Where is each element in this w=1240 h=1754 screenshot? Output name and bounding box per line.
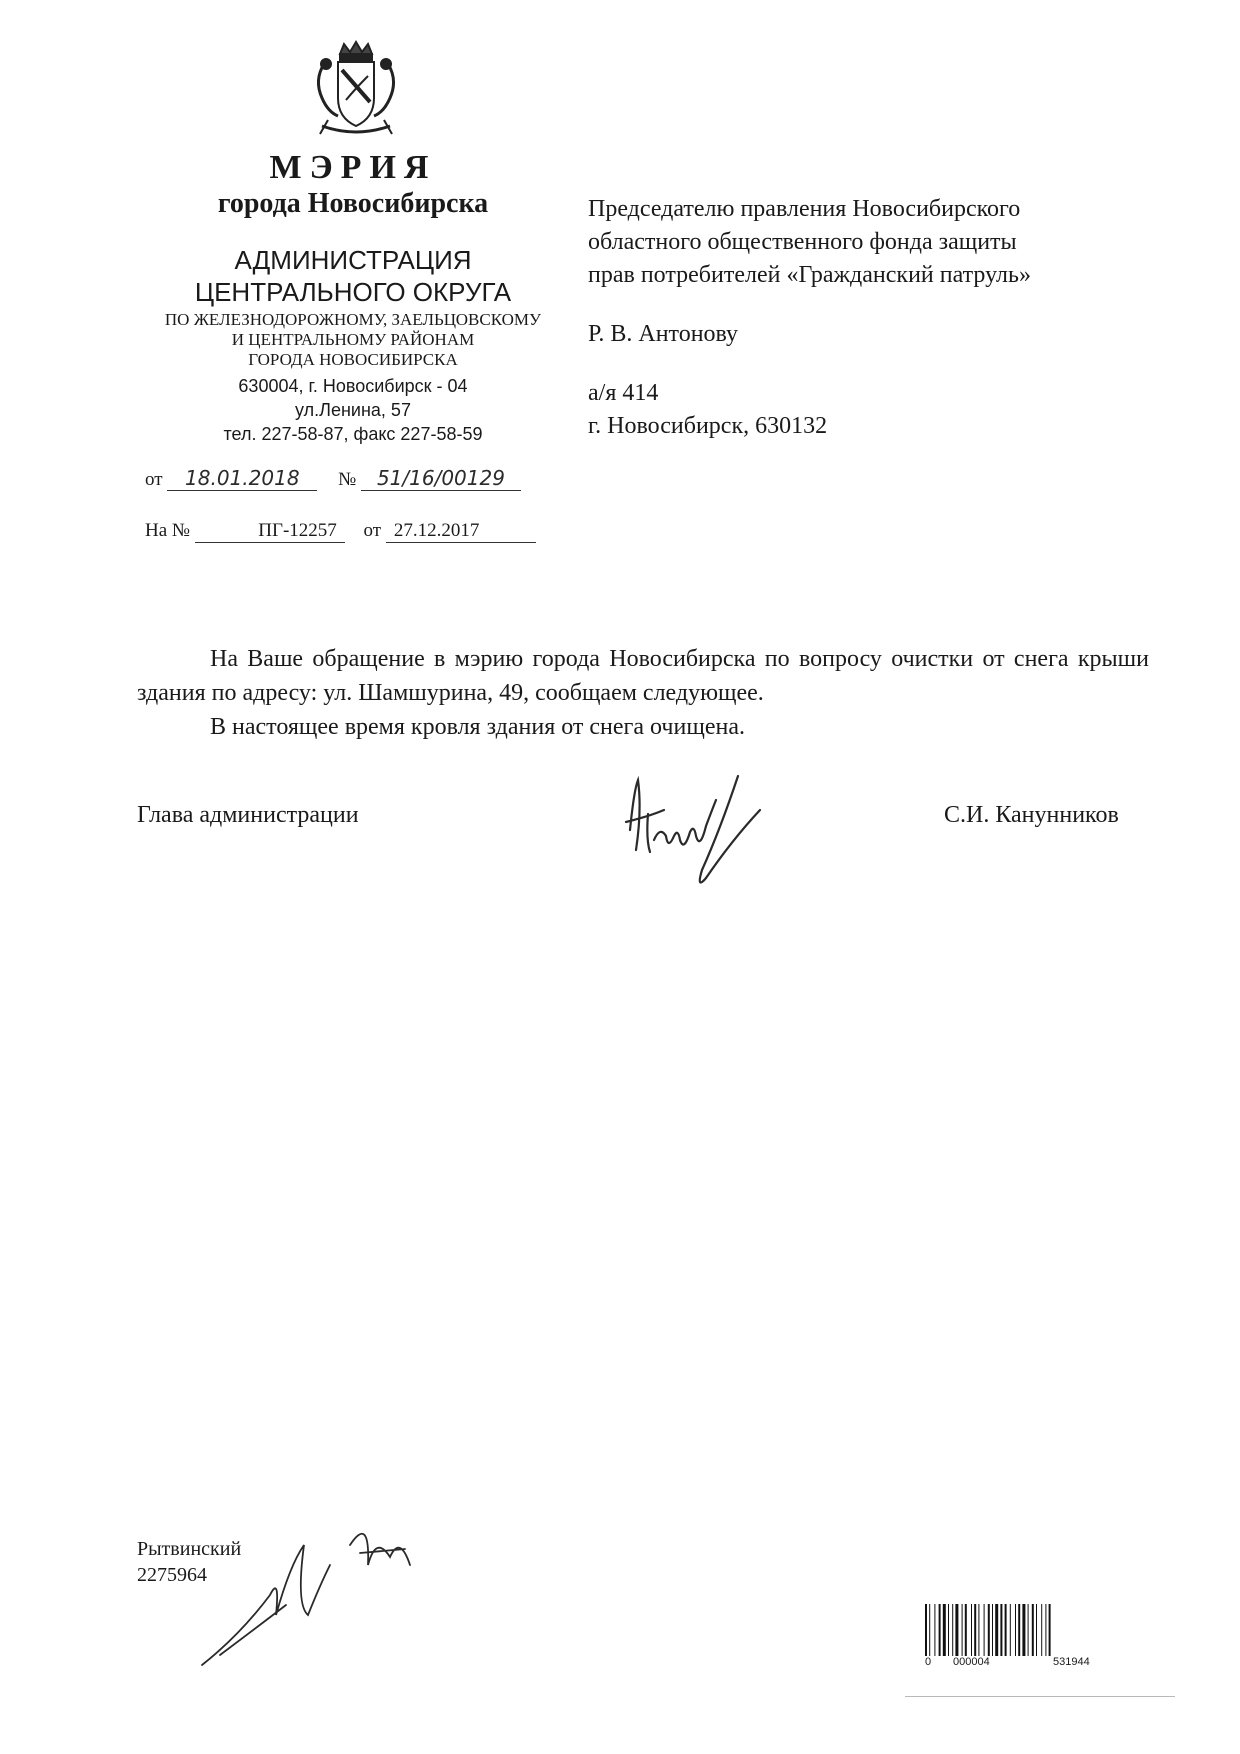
districts-block — [140, 310, 566, 370]
barcode-bar — [965, 1604, 967, 1656]
recipient-line-3: прав потребителей «Гражданский патруль» — [588, 262, 1031, 288]
barcode-bar — [952, 1604, 953, 1656]
barcode-bar — [978, 1604, 979, 1656]
barcode-bar — [943, 1604, 946, 1656]
executor-name: Рытвинский — [137, 1538, 242, 1560]
barcode-bar — [1015, 1604, 1016, 1656]
barcode-bar — [974, 1604, 976, 1656]
administration-title — [140, 244, 566, 308]
handwritten-signature — [620, 770, 790, 900]
barcode-digit-mid: 000004 — [953, 1656, 990, 1668]
barcode-bar — [939, 1604, 941, 1656]
districts-line-2: И ЦЕНТРАЛЬНОМУ РАЙОНАМ — [231, 330, 475, 349]
barcode-bar — [1005, 1604, 1007, 1656]
barcode-bar — [934, 1604, 935, 1656]
barcode-bar — [1032, 1604, 1034, 1656]
address-line-1: 630004, г. Новосибирск - 04 — [238, 376, 468, 396]
districts-line-3: ГОРОДА НОВОСИБИРСКА — [248, 350, 458, 369]
barcode-bar — [1010, 1604, 1011, 1656]
barcode-digit-right: 531944 — [1053, 1656, 1090, 1668]
barcode-bar — [1000, 1604, 1002, 1656]
barcode-bar — [995, 1604, 998, 1656]
barcode-bar — [948, 1604, 949, 1656]
reg-number: 51/16/00129 — [361, 466, 521, 491]
barcode-bar — [988, 1604, 990, 1656]
admin-line-2: ЦЕНТРАЛЬНОГО ОКРУГА — [194, 277, 512, 307]
recipient-line-1: Председателю правления Новосибирского — [588, 196, 1021, 222]
ref-from-label: от — [363, 520, 382, 541]
barcode-bar — [1045, 1604, 1046, 1656]
signature-role: Глава администрации — [137, 802, 359, 828]
executor-phone: 2275964 — [137, 1564, 207, 1586]
bottom-rule — [905, 1696, 1175, 1697]
letter-body — [137, 642, 1149, 744]
admin-line-1: АДМИНИСТРАЦИЯ — [234, 245, 472, 275]
phones: тел. 227-58-87, факс 227-58-59 — [223, 424, 483, 444]
barcode-bar — [1036, 1604, 1037, 1656]
recipient-block — [588, 193, 1148, 443]
barcode-bar — [1049, 1604, 1051, 1656]
barcode-bar — [1041, 1604, 1042, 1656]
barcode-bar — [962, 1604, 963, 1656]
coat-of-arms-emblem — [306, 40, 406, 140]
recipient-po-box: а/я 414 — [588, 380, 659, 406]
barcode — [925, 1604, 1135, 1658]
barcode-bar — [971, 1604, 972, 1656]
barcode-bar — [992, 1604, 993, 1656]
reg-from-label: от — [145, 469, 163, 490]
barcode-bar — [929, 1604, 930, 1656]
reg-date: 18.01.2018 — [167, 466, 317, 491]
districts-line-1: ПО ЖЕЛЕЗНОДОРОЖНОМУ, ЗАЕЛЬЦОВСКОМУ — [164, 310, 542, 329]
registration-line — [145, 466, 521, 491]
ref-label: На № — [145, 520, 191, 541]
ref-number: ПГ-12257 — [195, 520, 345, 543]
mayor-city: города Новосибирска — [217, 188, 489, 219]
barcode-bar — [955, 1604, 958, 1656]
barcode-bar — [1028, 1604, 1029, 1656]
recipient-line-2: областного общественного фонда защиты — [588, 229, 1017, 255]
reference-line — [145, 520, 536, 543]
executor-signature — [200, 1505, 430, 1675]
recipient-name: Р. В. Антонову — [588, 321, 739, 347]
body-paragraph-2: В настоящее время кровля здания от снега очищена. — [210, 714, 745, 740]
mayor-title: МЭРИЯ — [269, 149, 437, 186]
barcode-bar — [984, 1604, 985, 1656]
reg-number-label: № — [338, 469, 357, 490]
address-block — [140, 374, 566, 446]
address-line-2: ул.Ленина, 57 — [295, 400, 411, 420]
barcode-bar — [1018, 1604, 1020, 1656]
signatory-name: С.И. Канунников — [944, 802, 1119, 828]
recipient-city: г. Новосибирск, 630132 — [588, 413, 828, 439]
ref-date: 27.12.2017 — [386, 520, 536, 543]
barcode-bar — [1022, 1604, 1025, 1656]
barcode-bar — [925, 1604, 927, 1656]
body-paragraph-1: На Ваше обращение в мэрию города Новосибирска по вопросу очистки от снега крыши здания по адресу: ул. Шамшурина, 49, сообщаем следующее. — [137, 646, 1149, 706]
barcode-digit-left: 0 — [925, 1656, 932, 1668]
